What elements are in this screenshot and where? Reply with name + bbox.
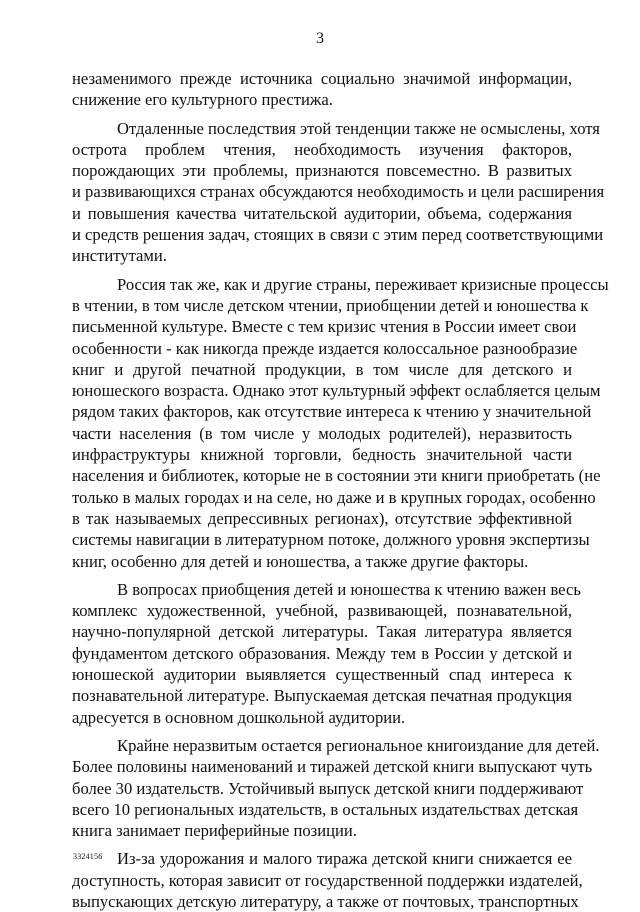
text-line: особенности - как никогда прежде издается колоссальное разнообразие xyxy=(72,338,578,358)
text-line: в чтении, в том числе детском чтении, приобщении детей и юношества к xyxy=(72,295,589,315)
text-line: более 30 издательств. Устойчивый выпуск детской книги поддерживают xyxy=(72,778,584,798)
paragraph xyxy=(72,735,600,841)
text-line: незаменимого прежде источника социально значимой информации, xyxy=(72,69,572,88)
text-line: доступность, которая зависит от государственной поддержки издателей, xyxy=(72,870,583,890)
text-line: научно-популярной детской литературы. Такая литература является xyxy=(72,622,572,642)
page-number: 3 xyxy=(316,30,324,47)
text-line: острота проблем чтения, необходимость изучения факторов, xyxy=(72,139,572,159)
paragraph xyxy=(72,579,581,728)
text-line: рядом таких факторов, как отсутствие интереса к чтению у значительной xyxy=(72,402,592,422)
text-line: книга занимает периферийные позиции. xyxy=(72,821,357,841)
text-line: юношеской аудитории выявляется существенный спад интереса к xyxy=(72,665,572,685)
text-line: книг, особенно для детей и юношества, а также другие факторы. xyxy=(72,551,529,571)
text-line: всего 10 региональных издательств, в остальных издательствах детская xyxy=(72,799,579,819)
text-line: Более половины наименований и тиражей детской книги выпускают чуть xyxy=(72,757,593,777)
text-line: познавательной литературе. Выпускаемая детская печатная продукция xyxy=(72,686,572,706)
text-line: только в малых городах и на селе, но даже и в крупных городах, особенно xyxy=(72,487,596,507)
text-line: и средств решения задач, стоящих в связи с этим перед соответствующими xyxy=(72,225,604,245)
text-line: Крайне неразвитым остается региональное книгоиздание для детей. xyxy=(117,735,600,755)
text-line: системы навигации в литературном потоке, должного уровня экспертизы xyxy=(72,530,590,550)
paragraph xyxy=(72,68,572,111)
text-line: юношеского возраста. Однако этот культурный эффект ослабляется целым xyxy=(72,381,601,401)
text-line: Отдаленные последствия этой тенденции также не осмыслены, хотя xyxy=(117,118,600,138)
text-line: институтами. xyxy=(72,246,167,266)
text-line: части населения (в том числе у молодых родителей), неразвитость xyxy=(72,423,572,443)
paragraph xyxy=(72,274,609,572)
text-line: книг и другой печатной продукции, в том числе для детского и xyxy=(72,359,572,379)
text-line: населения и библиотек, которые не в состоянии эти книги приобретать (не xyxy=(72,466,601,486)
text-line: адресуется в основном дошкольной аудитории. xyxy=(72,707,406,727)
text-line: фундаментом детского образования. Между тем в России у детской и xyxy=(72,643,572,663)
text-line: и развивающихся странах обсуждаются необходимость и цели расширения xyxy=(72,182,605,202)
text-line: письменной культуре. Вместе с тем кризис чтения в России имеет свои xyxy=(72,317,577,337)
text-line: выпускающих детскую литературу, а также от почтовых, транспортных xyxy=(72,891,579,911)
paragraph xyxy=(72,118,605,267)
text-line: порождающих эти проблемы, признаются повсеместно. В развитых xyxy=(72,161,572,181)
paragraph xyxy=(72,848,583,912)
text-line: комплекс художественной, учебной, развивающей, познавательной, xyxy=(72,601,572,621)
text-line: снижение его культурного престижа. xyxy=(72,90,333,110)
text-line: в так называемых депрессивных регионах), отсутствие эффективной xyxy=(72,508,572,528)
text-line: инфраструктуры книжной торговли, бедность значительной части xyxy=(72,445,572,465)
document-body xyxy=(72,68,609,912)
text-line: В вопросах приобщения детей и юношества к чтению важен весь xyxy=(117,579,581,599)
footer-document-code: 3324156 xyxy=(73,852,103,861)
text-line: и повышения качества читательской аудитории, объема, содержания xyxy=(72,203,572,223)
text-line: Россия так же, как и другие страны, переживает кризисные процессы xyxy=(117,274,609,294)
text-line: Из-за удорожания и малого тиража детской книги снижается ее xyxy=(117,849,572,869)
